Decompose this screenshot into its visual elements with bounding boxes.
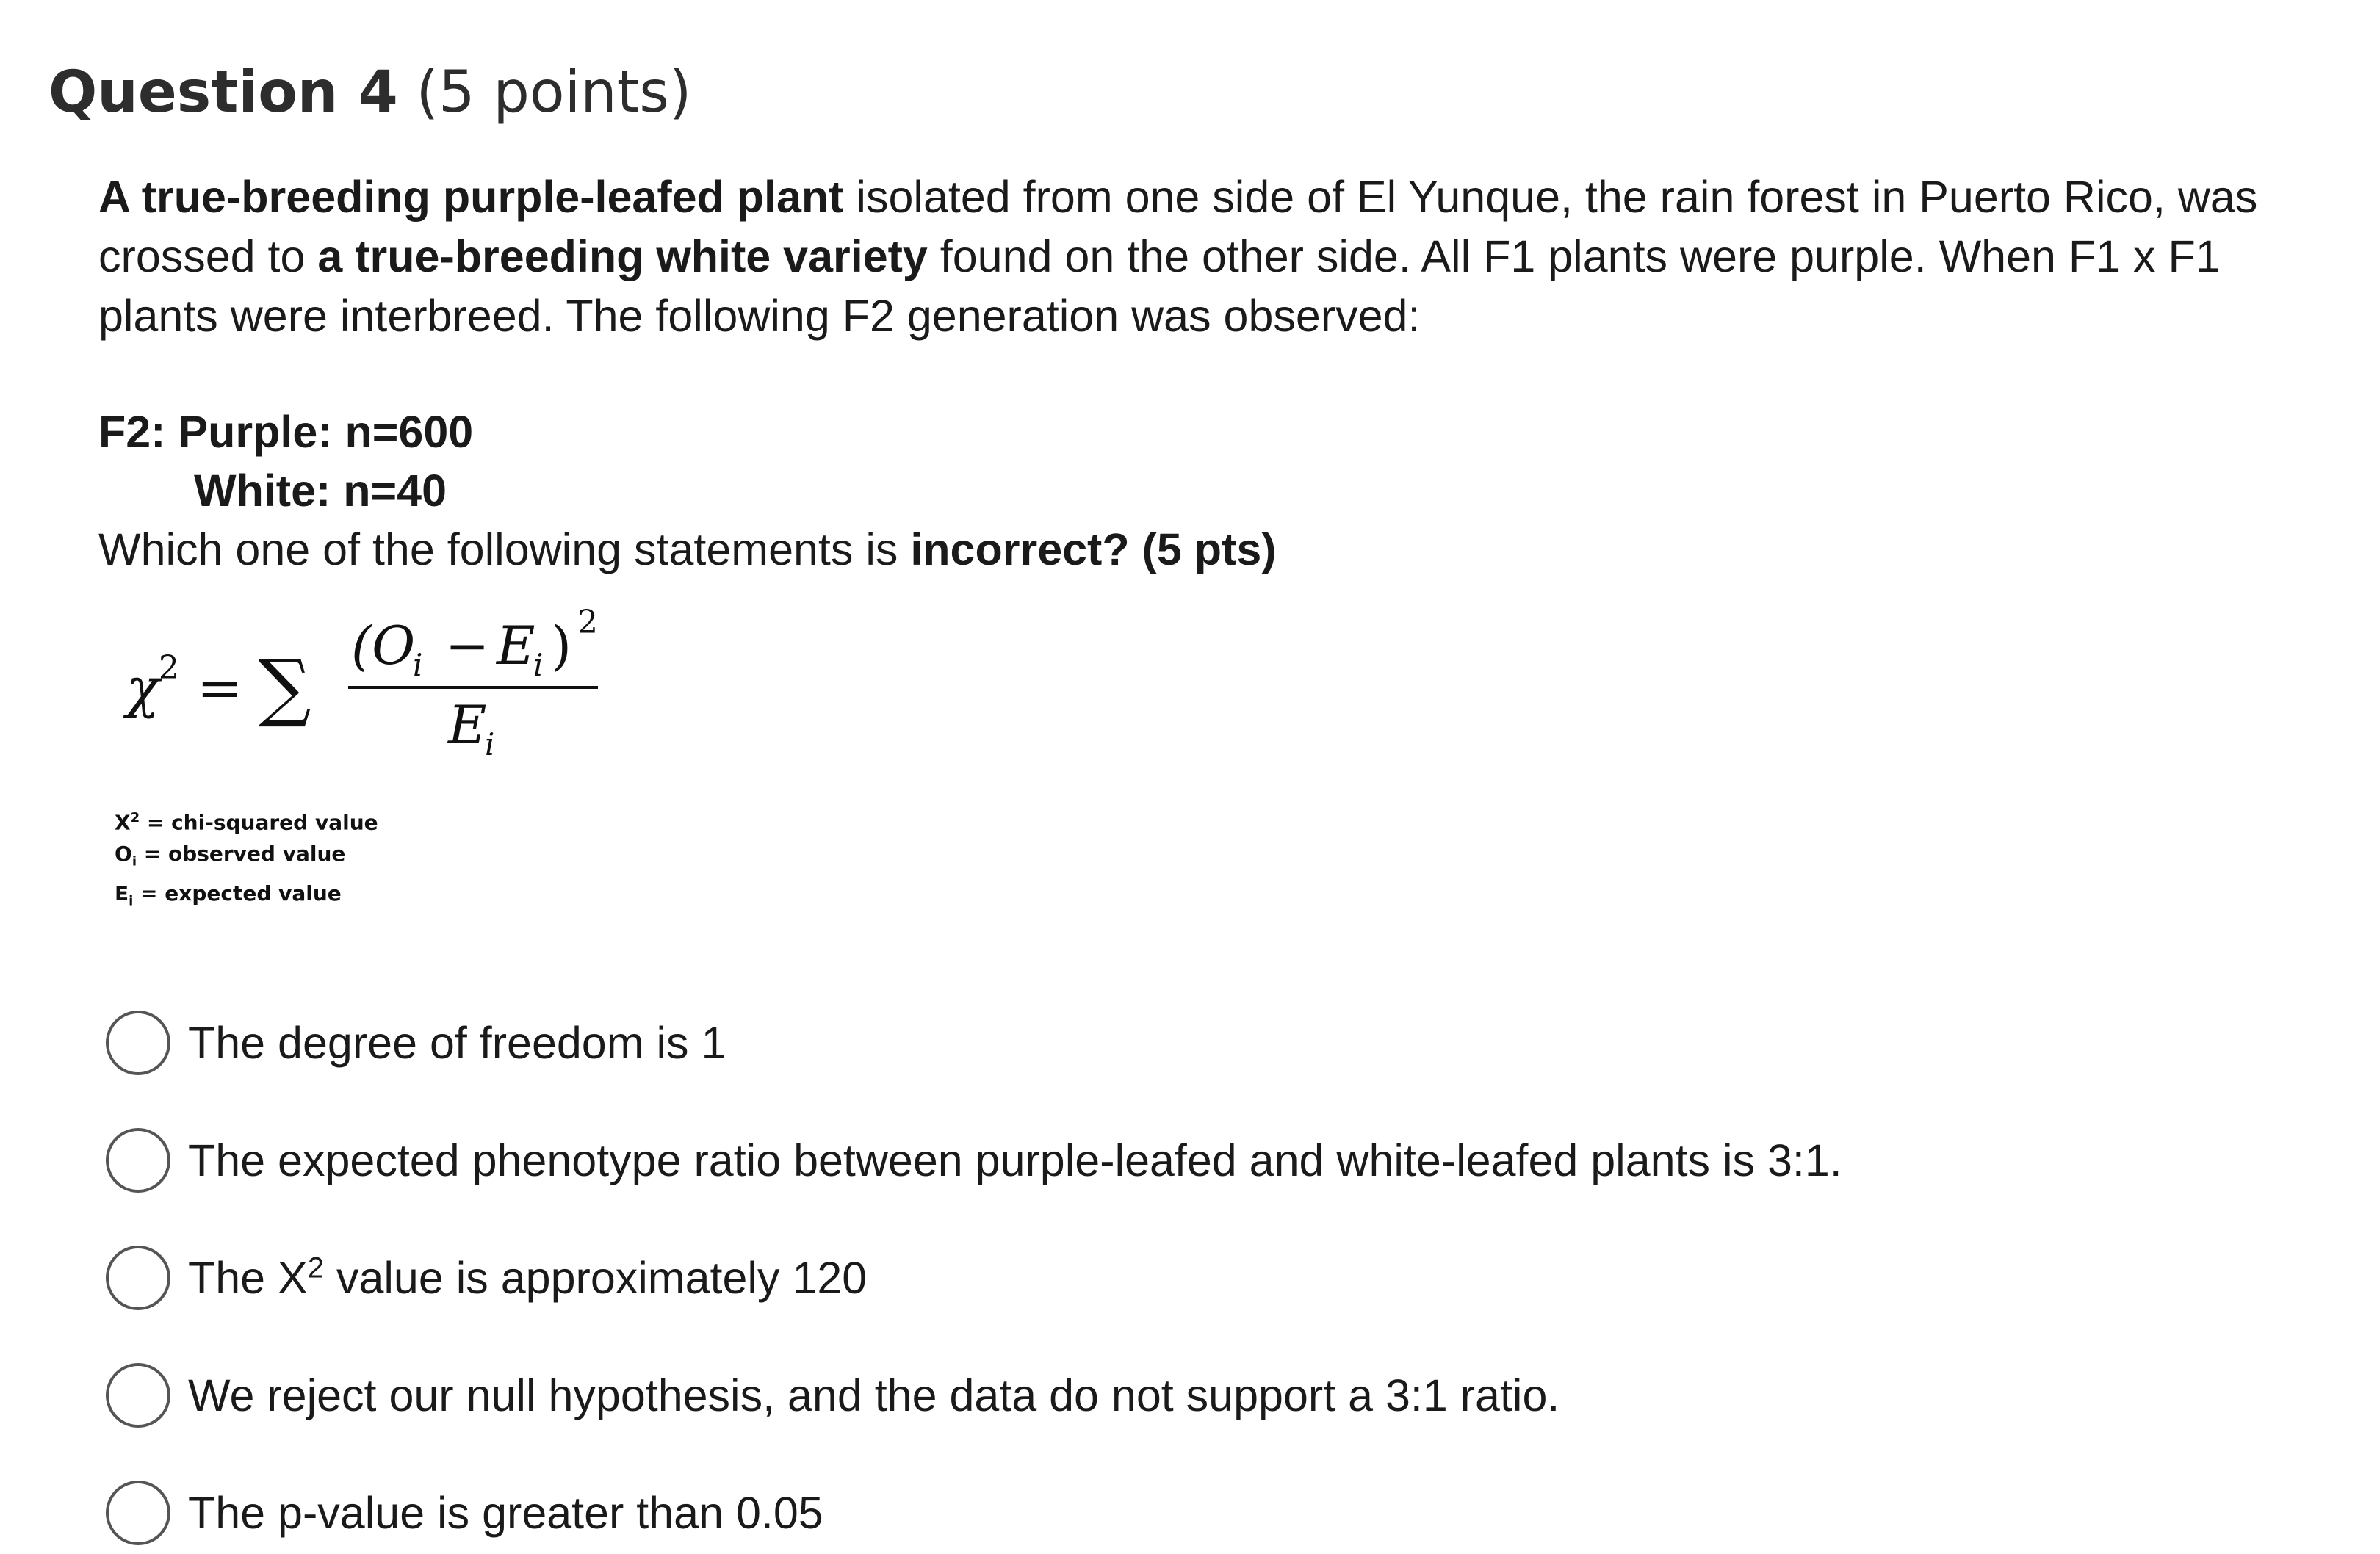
radio-button[interactable] (106, 1011, 170, 1075)
legend-observed: $O_i$ = observed value (115, 842, 346, 870)
f2-purple-count: F2: Purple: n=600 (98, 407, 474, 457)
question-prompt (98, 520, 1277, 579)
formula-chi-exp: 2 (159, 649, 179, 687)
answer-option-4[interactable] (106, 1359, 1559, 1432)
formula-equals: = (197, 657, 243, 720)
formula-num-exp: 2 (577, 604, 598, 641)
formula-num-sub-1: i (413, 647, 423, 683)
formula-num-minus: − (445, 615, 490, 676)
answer-option-label[interactable]: The expected phenotype ratio between purple-leafed and white-leafed plants is 3:1. (188, 1135, 1842, 1185)
question-points: (5 points) (416, 59, 692, 126)
prompt-bold: incorrect? (5 pts) (910, 524, 1277, 574)
answer-option-3[interactable] (106, 1241, 867, 1315)
answer-option-label[interactable]: The p-value is greater than 0.05 (188, 1488, 823, 1538)
formula-num-e: E (497, 615, 536, 676)
stem-text-2: isolated from one side of El Yunque, the rain forest in Puerto Rico, was crossed to (98, 172, 2258, 281)
answer-option-1[interactable] (106, 1006, 726, 1080)
answer-option-5[interactable] (106, 1476, 823, 1550)
answer-option-label[interactable]: We reject our null hypothesis, and the data do not support a 3:1 ratio. (188, 1370, 1560, 1420)
formula-chi: χ (126, 657, 159, 720)
formula-den-e: E (448, 694, 487, 756)
prompt-text: Which one of the following statements is (98, 524, 911, 574)
stem-bold-3: a true-breeding white variety (317, 231, 928, 281)
answer-option-2[interactable] (106, 1124, 1842, 1197)
formula-num-close: ) (551, 615, 572, 676)
question-stem (98, 167, 2317, 346)
radio-button[interactable] (106, 1481, 170, 1545)
question-title: Question 4 (48, 59, 398, 126)
radio-button[interactable] (106, 1246, 170, 1310)
formula-den-sub: i (485, 726, 495, 758)
chi-squared-formula (118, 596, 632, 758)
answer-option-label[interactable]: The $X^2$ value is approximately 120 (188, 1251, 868, 1303)
formula-num-sub-2: i (533, 647, 544, 683)
radio-button[interactable] (106, 1363, 170, 1428)
formula-sigma: ∑ (259, 644, 311, 730)
question-header (48, 57, 691, 128)
stem-bold-1: A true-breeding purple-leafed plant (98, 172, 844, 222)
f2-white-count: White: n=40 (194, 466, 447, 516)
formula-num-open: (O (351, 615, 416, 676)
legend-expected: $E_i$ = expected value (115, 881, 342, 909)
formula-legend (115, 802, 378, 917)
stem-text-4: found on the other side. All F1 plants were purple. When F1 x F1 plants were interbreed. The following F2 generation was observed: (98, 231, 2221, 341)
radio-button[interactable] (106, 1128, 170, 1193)
formula-fraction-bar (348, 686, 598, 689)
answer-option-label[interactable]: The degree of freedom is 1 (188, 1018, 726, 1068)
legend-chi-squared: $X^2$ = chi-squared value (115, 810, 378, 835)
